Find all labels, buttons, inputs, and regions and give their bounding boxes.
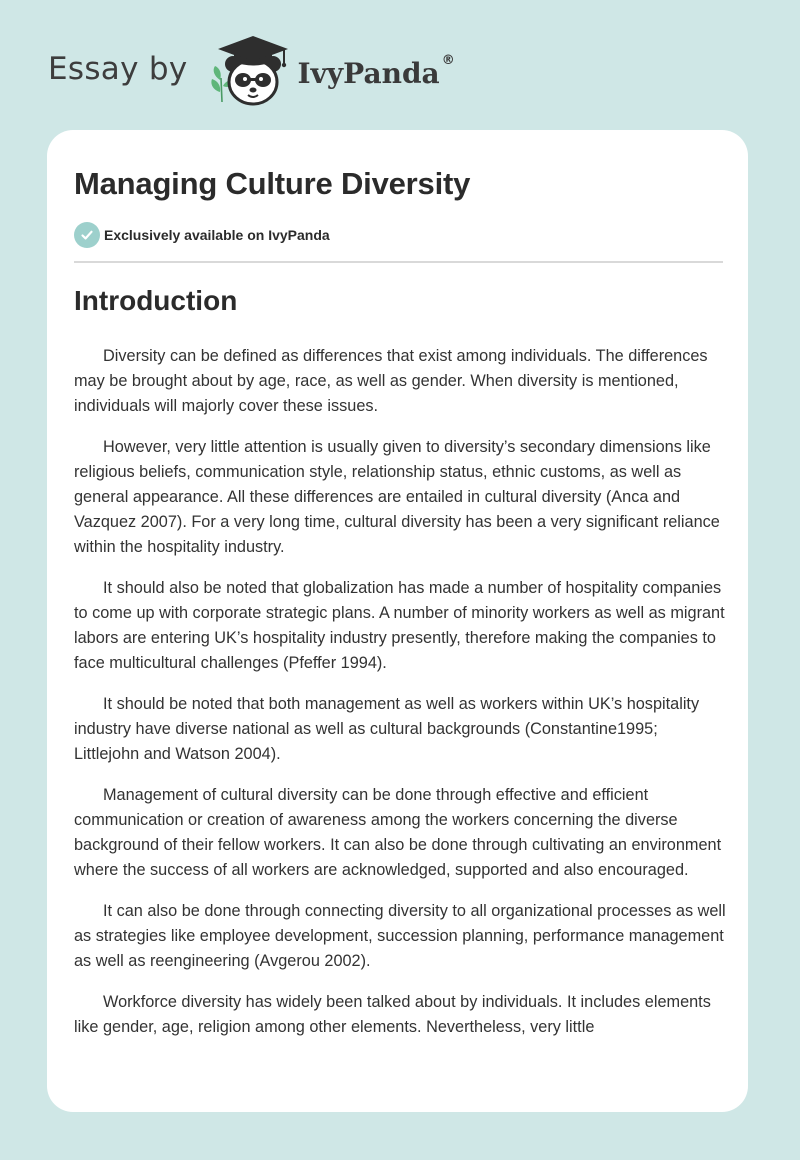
paragraph: However, very little attention is usually given to diversity’s secondary dimensions like religious beliefs, communication style, relationship status, ethnic customs, as well as general appearance. All these differences are entailed in cultural diversity (Anca and Vazquez 2007). For a very long time, cultural diversity has been a very significant reliance within the hospitality industry.	[74, 438, 720, 556]
essay-body	[74, 344, 726, 1056]
exclusive-badge-label: Exclusively available on IvyPanda	[104, 227, 330, 243]
paragraph: Workforce diversity has widely been talked about by individuals. It includes elements like gender, age, religion among other elements. Nevertheless, very little	[74, 993, 711, 1036]
site-header	[48, 34, 455, 110]
exclusive-badge	[74, 222, 330, 248]
brand-name[interactable]: IvyPanda ®	[297, 52, 455, 90]
title-divider	[74, 261, 723, 263]
section-heading-introduction: Introduction	[74, 285, 238, 316]
check-circle-icon	[74, 222, 100, 248]
brand-prefix: Essay by	[48, 51, 188, 87]
paragraph: It should also be noted that globalization has made a number of hospitality companies to come up with corporate strategic plans. A number of minority workers as well as migrant labors are entering UK’s hospitality industry presently, therefore making the companies to face multicultural challenges (Pfeffer 1994).	[74, 579, 725, 672]
essay-card	[47, 130, 748, 1112]
paragraph: Management of cultural diversity can be done through effective and efficient communication or creation of awareness among the workers concerning the diverse background of their fellow workers. It can also be done through cultivating an environment where the success of all workers are acknowledged, supported and also encouraged.	[74, 786, 722, 879]
essay-title: Managing Culture Diversity	[74, 166, 471, 201]
paragraph: Diversity can be defined as differences that exist among individuals. The differences may be brought about by age, race, as well as gender. When diversity is mentioned, individuals will majorly cover these issues.	[74, 347, 708, 415]
registered-mark: ®	[441, 52, 455, 68]
paragraph: It can also be done through connecting diversity to all organizational processes as well as strategies like employee development, succession planning, performance management as well as reengineering (Avgerou 2002).	[74, 902, 726, 970]
panda-graduate-icon[interactable]	[206, 34, 294, 110]
paragraph: It should be noted that both management as well as workers within UK’s hospitality industry have diverse national as well as cultural backgrounds (Constantine1995; Littlejohn and Watson 2004).	[74, 695, 700, 763]
